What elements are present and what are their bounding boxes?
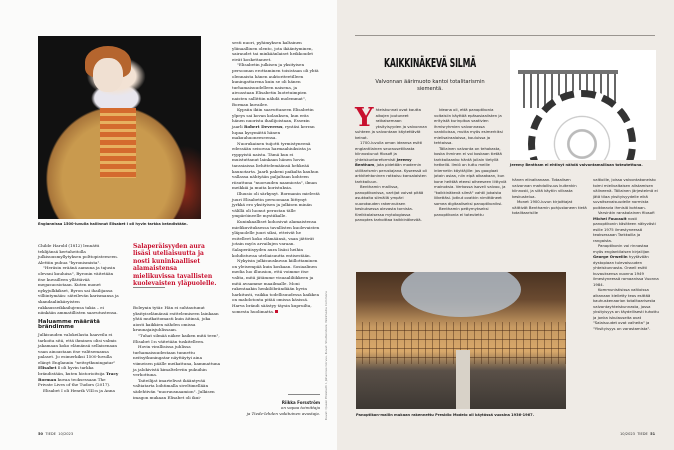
drop-cap: Y [355,103,374,133]
text: 1700-luvulla oman ideansa esitti englantilainen seurausetiikasta kiinnostunut filosofi ja yhteiskuntareformisti [355,140,423,162]
section-heading: Haluamme määrätä brändimme [38,318,100,331]
paragraph: Childe Harold (1812) lennätti teklijänsä kertaheitolla julkisuusmyllytyksen polttopisteeseen. Alettiin puhua "byronismista". [38,243,119,265]
author-bio: on vapaa toimittaja [280,405,320,411]
page-number: 51 [650,432,656,436]
paragraph: "Tuhat silmää näkee kaiken mitä teen", Elisabet I:n väitetään tuskitelleen. [133,332,220,344]
page-footer-right [620,432,655,436]
paragraph: Tällainen valvonta on tehokasta, koska ihminen ei voi koskaan tietää tarkkailaanko häntä jollain tietyllä hetkellä. Ilmiö on tuttu meille internetin käyttäjille: jos googlaat jotain asiaa, niin eipä aikaakaan, kun kone heittää eteesi aiheeseen liittyviä mainoksia. Verkossa isoveli valvoo, ja "kaikkinäkevä silmä" vahtii jokaista liikettäsi. Jotkut ovatkin nimittäneet somea digitaaliseksi panoptikoniksi. [434,145,507,206]
pull-quote: Salaperäisyyden aura lisäsi uteliaisuutta ja nosti kuninkaalliset alamaistensa mielikuvissa tavallisten kuolevaisten yläpuolelle. [133,243,217,288]
paragraph: valtioille, joissa valvontakoneisto toimi mielivaltaisen alistamisen välineenä. Tällainen järjestelmä ei jätä tilaa yksityisyydelle eikä suvaitsevaisuudelle normista poikkeavia ihmisiä kohtaan. [593,177,658,210]
text: Panoptikonin voi rinnastaa myös englantilaisen kirjailijan [593,243,650,254]
illustration-caption: Jeremy Bentham ei ehtinyt nähdä valvontamalliaan toteutettuna. [510,163,643,167]
paragraph: Nuorukainen tuijotti tyrmistyneenä edessään seisovaa harmaahiuksista ja ryppyistä naista. Tämä kun ei muistuttanut lainkaan hänen hovin tanssiaissa liehittelemäänsä hehkeää kaunotarta. Jaarli pakeni paikalta kauhun vallassa nähtyään paljaltaan kohteen riisuttuna "nuoruuden naamiosta", ilman meikkiä ja muita koristuksia. [232,140,319,191]
text: Julkisuuden valokeilasta haaveilu ei tarkoita sitä, että ihminen olisi valmis jakamaan koko elämänsä sellaisenaan vaan ainoastaan itse valitsemansa palaset. Jo esimerkiksi 1500-luvulla elänyt Englannin "neitsytkuningatar" [38,331,118,365]
paragraph: Ideana oli, että panoptikonia voitaisiin käyttää epäsosiaalisten ja erityistä kurinpitoa vaativien ihmisryhmien valvonnassa vankiloissa, mutta myös esimerkiksi mielisairaaloissa, kouluissa ja tehtaissa. [434,107,503,145]
portrait-caption: Englannissa 1500-luvulla hallinnut Elisabet I oli hyvin tarkka brändistään. [38,222,188,226]
article-column-2 [133,305,221,400]
text: hyytävään dystopiaan tulevaisuuden yhteiskunnasta. Orwell esitti kuvauksensa vuonna 1949 ilmestyneessä romaanissa Vuonna 1984. [593,254,659,287]
text: Nykyisin julkisuuskuvan kiillottaminen on yleisempää kuin koskaan. Sosiaalinen media luo illuusion, että voimme itse valita, mitä jätämme visuaaliliikkeen ja mitä avaamme maailmalle. Moni rakentaakin henkilöbrändiään hyvin harkitusti, vaikka todellisuudessa kaikkea on mahdotonta pitää omissa käsissä. Harva brändi säästyy täysin kupruilta, somesta huolimatta. [232,258,320,314]
panopticon-illustration [510,50,656,160]
article-column-2 [434,107,508,217]
paragraph: Kuninkaalliset kohosivat alamaistensa mielikuvituksessa tavallisten kuolevaisten yläpuolelle juuri siksi, etteivät he esitelleet koko elämäänsä, vaan jättivät jotain myös arvailujen varaan. Salaperäisyyden aura lisäsi heihin kohdistuvaa uteliaisuutta entisestään. [232,219,320,258]
divider [355,35,655,36]
paragraph [232,107,320,141]
person-name: Elisabet I [38,365,60,371]
paragraph: hänen elinaikanaan. Totaalisen valvonnan mahdollisuus kuitenkin kiinnosti, ja siitä käytiin vilkasta keskustelua. [512,177,577,199]
person-name: Michel Foucault [593,215,627,221]
presidio-modelo-photo [356,272,566,409]
text: , ryntäsi kerran lupaa kysymättä hänen makuuhuoneeseensa. [232,123,315,141]
person-name: Tracy Borman [38,371,119,382]
person-name: George Orwellin [593,254,628,259]
magazine-name: TIEDE [637,432,648,436]
paragraph [38,332,120,388]
photo-caption: Panoptikon-mallin mukaan rakennettu Presidio Modelo oli käytössä vuosina 1936-1967. [356,413,535,417]
text: nosti panoptikonin käsitteen näkyvästi esille 1975 ilmestyneessä teoksessaan Tarkkailla ja rangaista. [593,215,656,243]
article-column-1 [355,103,427,223]
author-bio: ja Tiede-lehden vakituinen avustaja. [246,410,320,416]
text: hteiskunnat ovat kautta aikojen joutuneet ratkaisemaan yksityisyyden ja valvonnan suhteen ja valvontaan käytettävät keinot. [355,107,427,140]
text: kuvaa teoksessaan The Private Lives of the Tudors (2017). [38,376,111,388]
paragraph: sesti nuori, pyhimyksen kaltainen yliinaallinen olento, jota ikääntyminen, sairaudet tai minkäänlaiset heikkoudet eivät koskettaneet. [232,40,314,62]
paragraph: "Heräsin eräänä aamuna ja tajusin olevani kuuluisa", Byronin väitetään itse kuvailleen yllättävää megasuosiotaan. Kuten monet nykyjulkkikset, Byron sai ihailijansa villiintymään: säteilevän karismansa ja skandaalinkäryisten rakkausseikkailujensa takia – ei niinkään ammatillisten saavutustensa. [38,265,119,316]
issue-number: 10/2023 [58,432,74,436]
article-column-1 [38,243,120,393]
text: Varsinkin ranskalainen filosofi [598,210,655,215]
issue-number: 10/2023 [620,432,635,436]
guard-tower [456,350,470,409]
paragraph: Elisabet I oli Henrik VIII:n ja Anna [43,387,115,393]
paragraph [355,103,427,140]
paragraph: "Elisabetin julkisen ja yksityisen persoonan erottaminen toisistaan oli yhtä olennaista hänen auktoriteetilleen kuningattarena kuin se oli hänen turhamaisuudelleen naisena, ja aivoastaan Elisabetin luotetuimpien naisten sallittiin nähdä molemmat", Borman kuvailee. [232,62,319,107]
paragraph [593,210,659,243]
page-number: 50 [38,432,44,436]
skylight [401,272,521,317]
paragraph: Hovin virallisissa juhlissa turhamaisuudestaan tunnettu neitsytkuningatar näyttäytyi aina viimeisen päälle meikattuna, kammattuna ja jalokivistä kimalteleviin pukuihin verhottuna. [133,344,221,378]
paragraph: Illuusio oli särkynyt. Bormanin mielestä juuri Elisabetin persoonaan liittynyt jyrkkä ero yksityisen ja julkisen minän välillä oli luonut perustan tälle ympäröineelle mystiikalle. [232,191,320,219]
portrait-bodice [100,108,136,178]
person-name: Jeremy Bentham [355,156,412,167]
article-column-3 [232,40,320,314]
article-column-4 [593,177,659,331]
divider [133,287,165,288]
author-name: Riikka Forsström [281,400,320,405]
paragraph [232,258,320,314]
text: , jota pidetään modernin utilitarismin perustajana. Kyseessä oli arkkitehtoninen ratkaisu kansalaisten tarkkailuun. [355,162,427,184]
photo-credit: Kuvat: Queen Elizabeth I, Johannes Corvus, Kuvat: Shutterstock, Wikimedia Commons [324,291,328,420]
paragraph: Kommunistisissa valtioissa aikanaan kielletty teos esittää kauhuskenaarion totalitaarisesta valvontayhteiskunnasta, jossa yksityisyys on täydellisesti tuhottu ja jonka iskulauseita ovat "Salaisuudet ovat valheita" ja "Yksityisyys on varastamista". [593,287,659,331]
paragraph: Benthamin pettymykseksi panoptikonia ei toteutettu [434,206,489,217]
portrait-face [93,58,123,92]
article-subtitle: Valvonnan äärimuoto kantoi totalitarismin siementä. [375,79,485,92]
paragraph: Monet 1900-luvun kirjoittajat väittivät Benthamin pohjustaneen tietä totalitaarisille [512,199,587,215]
paragraph [355,140,427,184]
text: Kypsiin ikiin saavuttaneen Elisabetin ylpeys sai kovan kolauksen, kun eräs hänen nuorista ihailijoistaan, Essexin jaarli [232,107,314,129]
end-mark-icon [275,310,278,313]
paragraph: Boleynin tytär. Hän ei suhtautunut yksityiselämänsä esittelemiseen lainkaan yhtä mutkattomasti kuin äitinsä, joka aiosti kaikkien nähden omissa kruunajaisjuhlissaan. [133,305,219,333]
article-column-3 [512,177,588,216]
paragraph [593,243,659,287]
person-name: Robert Devereux [244,123,283,129]
divider [288,394,320,395]
magazine-name: TIEDE [45,432,56,436]
paragraph: Benthamin mallissa, panoptikonissa, vartijat voivat pitää asukkaita silmällä ympäri vuorokauden rakennuksen keskuksessa olevasta tornista. Kreikkalaisessa mytologiassa panoptes tarkoittaa kaikkinäkevää. [355,184,424,222]
text: oli hyvin tarkka brändistään, kuten historioitsija [38,365,106,377]
article-title: KAIKKINÄKEVÄ SILMÄ [384,56,476,70]
author-byline [232,400,320,416]
paragraph: Taiteilijat imartelivat ikääntyvää valtiatarta loihtimalla siveltimellään sädehtivän "nuoruusnaamion". Julkisen imagon mukaan Elisabet oli ikui- [133,377,215,400]
page-footer-left [38,432,73,436]
